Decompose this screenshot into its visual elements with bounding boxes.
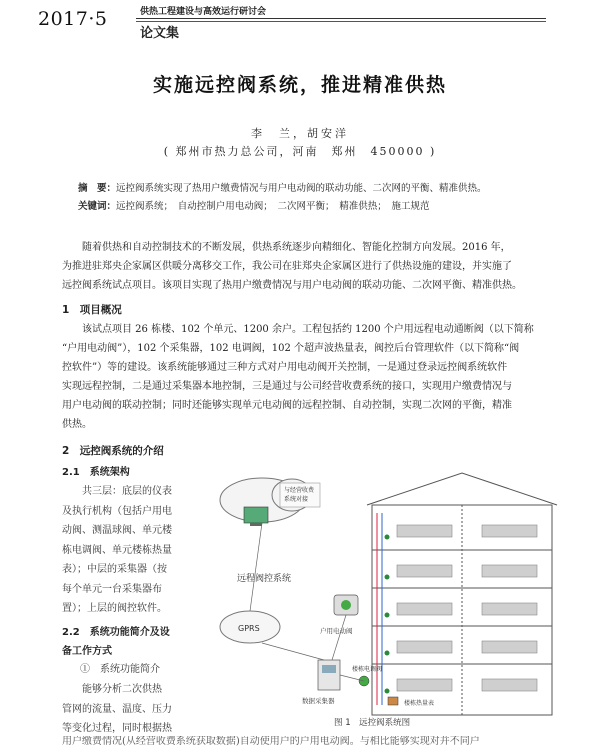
section-2-2-heading-cont: 备工作方式 <box>62 646 112 657</box>
text-line: “户用电动阀”），102 个采集器，102 电调阀，102 个超声波热量表，阀控后台管理软件（以下简称“阀 <box>62 343 520 354</box>
authors: 李 兰，胡安洋 <box>251 127 349 140</box>
affiliation: ( 郑州市热力总公司，河南 郑州 450000 ) <box>163 145 437 158</box>
header-rule <box>136 18 546 19</box>
text-line: 置）；上层的阀控软件。 <box>62 603 167 614</box>
abstract-label: 摘 要： <box>78 183 117 194</box>
collector-label: 数据采集器 <box>302 697 335 705</box>
text-line: 等变化过程，同时根据热 <box>62 723 172 734</box>
text-line: 该试点项目 26 栋楼、102 个单元、1200 余户。工程包括约 1200 个户用远程电动通断阀（以下简称 <box>82 324 534 335</box>
text-line: 栋电调阀、单元楼栋热量 <box>62 544 172 556</box>
section-2-1-heading: 2.1 系统架构 <box>62 467 130 478</box>
text-line-cutoff: 用户缴费情况(从经营收费系统获取数据)自动使用户的户用电动阀。与相比能够实现对并不同户 <box>62 736 480 747</box>
text-line: 用户电动阀的联动控制；同时还能够实现单元电动阀的远程控制、自动控制，实现二次网的平衡，精准 <box>62 400 512 411</box>
data-collector-icon <box>318 660 340 690</box>
header-rule-secondary <box>136 21 546 22</box>
figure-caption: 图 1 远控阀系统图 <box>334 718 411 728</box>
user-valve-device-icon <box>334 595 358 615</box>
text-line: 为推进驻郑央企家属区供暖分离移交工作，我公司在驻郑央企家属区进行了供热设施的建设，并实施了 <box>62 261 512 272</box>
cloud-label: 远程阀控系统 <box>237 574 292 584</box>
text-line: 共三层：底层的仪表 <box>82 486 172 497</box>
keywords-label: 关键词： <box>78 201 117 212</box>
keywords-text: 远控阀系统； 自动控制户用电动阀； 二次网平衡； 精准供热； 施工规范 <box>116 201 430 212</box>
intro-paragraph <box>62 238 550 295</box>
text-line: 每个单元一台采集器布 <box>62 583 162 595</box>
text-line: 远控阀系统试点项目。该项目实现了热用户缴费情况与用户电动阀的联动功能、二次网平衡、精准供热。 <box>62 280 522 291</box>
text-line: 随着供热和自动控制技术的不断发展，供热系统逐步向精细化、智能化控制方向发展。2016 年， <box>82 242 511 253</box>
issue-number: 2017·5 <box>38 8 108 30</box>
cloud-note-line2: 系统对接 <box>284 496 309 503</box>
text-line: 实现远程控制，二是通过采集器本地控制，三是通过与公司经营收费系统的接口，实现用户缴费情况与 <box>62 381 512 392</box>
user-valve-markers <box>385 535 390 694</box>
section-1-body <box>62 320 550 434</box>
text-line: 动阀、测温球阀、单元楼 <box>62 525 172 536</box>
gprs-label: GPRS <box>238 624 260 633</box>
meter-label: 楼栋热量表 <box>404 700 435 707</box>
keywords <box>78 200 548 213</box>
cloud-note-line1: 与经营收费 <box>284 487 315 494</box>
system-diagram <box>192 455 564 725</box>
unit-valve-label: 楼栋电调阀 <box>352 666 383 673</box>
abstract-text: 远控阀系统实现了热用户缴费情况与用户电动阀的联动功能、二次网的平衡、精准供热。 <box>116 183 487 194</box>
section-2-2-heading: 2.2 系统功能简介及设 <box>62 627 170 638</box>
text-line: 控软件”）等的建设。该系统能够通过三种方式对户用电动阀开关控制，一是通过登录远控阀系统软件 <box>62 362 508 373</box>
function-heading: ① 系统功能简介 <box>80 664 160 675</box>
text-line: 供热。 <box>62 419 92 430</box>
architecture-text <box>62 482 187 619</box>
conference-name: 供热工程建设与高效运行研讨会 <box>140 7 267 17</box>
heat-meter-icon <box>388 697 398 705</box>
paper-title: 实施远控阀系统，推进精准供热 <box>152 74 447 96</box>
text-line: 管网的流量、温度、压力 <box>62 703 172 715</box>
text-line: 及执行机构（包括户用电 <box>62 505 172 517</box>
section-label: 论文集 <box>140 26 180 41</box>
section-2-heading: 2 远控阀系统的介绍 <box>62 445 164 457</box>
text-line: 表）；中层的采集器（按 <box>62 564 167 575</box>
text-line: 能够分析二次供热 <box>82 684 162 695</box>
abstract <box>78 182 548 195</box>
user-valve-label: 户用电动阀 <box>320 627 353 635</box>
computer-icon <box>244 507 268 526</box>
section-1-heading: 1 项目概况 <box>62 304 122 316</box>
function-text <box>62 680 187 739</box>
